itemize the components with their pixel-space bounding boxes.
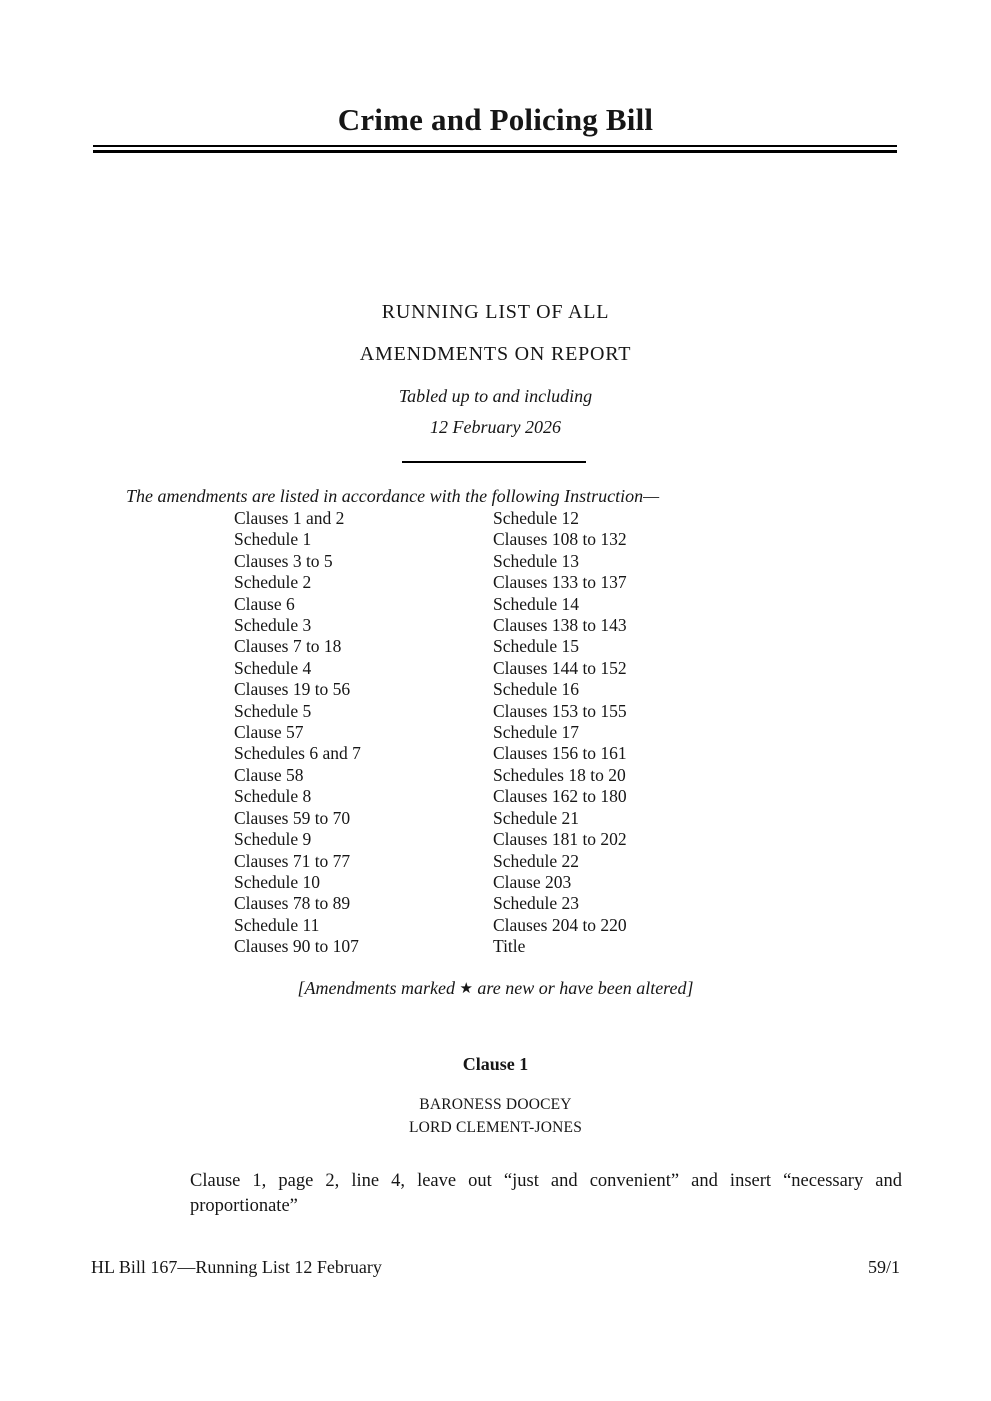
list-item: Schedule 8 bbox=[234, 786, 312, 807]
document-title: Crime and Policing Bill bbox=[337, 102, 654, 137]
list-item: Clauses 3 to 5 bbox=[234, 550, 333, 571]
list-item: Schedule 9 bbox=[234, 829, 312, 850]
list-item: Clause 6 bbox=[234, 593, 295, 614]
list-item: Clauses 153 to 155 bbox=[493, 700, 627, 721]
list-item: Schedule 16 bbox=[493, 679, 580, 700]
list-item: Clauses 156 to 161 bbox=[493, 743, 627, 764]
list-item: Clause 57 bbox=[234, 722, 304, 743]
title-double-rule bbox=[93, 145, 897, 153]
list-item: Clause 58 bbox=[234, 764, 304, 785]
list-item: Schedule 21 bbox=[493, 807, 580, 828]
list-item: Clauses 204 to 220 bbox=[493, 914, 627, 935]
list-item: Clauses 90 to 107 bbox=[234, 936, 359, 957]
list-item: Schedule 22 bbox=[493, 850, 580, 871]
list-item: Schedule 23 bbox=[493, 893, 580, 914]
list-item: Schedule 14 bbox=[493, 593, 580, 614]
list-item: Clauses 138 to 143 bbox=[493, 615, 627, 636]
instruction-list-right-column bbox=[493, 508, 627, 958]
list-item: Clauses 78 to 89 bbox=[234, 893, 351, 914]
list-item: Schedule 4 bbox=[234, 657, 312, 678]
list-item: Schedule 3 bbox=[234, 615, 312, 636]
sponsor-name: LORD CLEMENT-JONES bbox=[408, 1119, 583, 1136]
instruction-list-left-column bbox=[234, 508, 361, 958]
note-text-post: are new or have been altered bbox=[472, 978, 687, 998]
list-item: Schedule 2 bbox=[234, 572, 312, 593]
list-item: Clauses 144 to 152 bbox=[493, 657, 627, 678]
list-item: Title bbox=[493, 936, 526, 957]
list-item: Schedule 11 bbox=[234, 914, 320, 935]
note-close-bracket: ] bbox=[686, 978, 694, 998]
running-list-heading-line2: AMENDMENTS ON REPORT bbox=[359, 343, 632, 365]
sponsor-name: BARONESS DOOCEY bbox=[419, 1096, 572, 1113]
list-item: Clauses 59 to 70 bbox=[234, 807, 351, 828]
list-item: Clauses 162 to 180 bbox=[493, 786, 627, 807]
list-item: Schedule 5 bbox=[234, 700, 312, 721]
list-item: Schedule 17 bbox=[493, 722, 580, 743]
footer-page-number: 59/1 bbox=[867, 1257, 900, 1277]
instruction-intro: The amendments are listed in accordance with the following Instruction— bbox=[126, 486, 660, 506]
list-item: Clauses 1 and 2 bbox=[234, 508, 345, 528]
list-item: Clauses 7 to 18 bbox=[234, 636, 342, 657]
clause-heading: Clause 1 bbox=[462, 1054, 529, 1074]
note-text-pre: Amendments marked bbox=[304, 978, 460, 998]
list-item: Schedule 1 bbox=[234, 529, 312, 550]
separator-rule bbox=[402, 461, 586, 463]
list-item: Clauses 133 to 137 bbox=[493, 572, 627, 593]
note-open-bracket: [ bbox=[297, 978, 305, 998]
amendment-text: Clause 1, page 2, line 4, leave out “just and convenient” and insert “necessary and proportionate” bbox=[190, 1171, 902, 1216]
list-item: Clauses 19 to 56 bbox=[234, 679, 351, 700]
star-icon: ★ bbox=[459, 981, 473, 997]
list-item: Clauses 108 to 132 bbox=[493, 529, 627, 550]
list-item: Schedule 10 bbox=[234, 871, 321, 892]
running-list-heading-line1: RUNNING LIST OF ALL bbox=[381, 301, 610, 323]
tabled-note-line1: Tabled up to and including bbox=[398, 386, 593, 406]
tabled-date: 12 February 2026 bbox=[430, 417, 561, 437]
list-item: Schedule 13 bbox=[493, 550, 580, 571]
list-item: Schedule 12 bbox=[493, 508, 580, 528]
list-item: Schedule 15 bbox=[493, 636, 580, 657]
list-item: Schedules 18 to 20 bbox=[493, 764, 626, 785]
footer-bill-reference: HL Bill 167—Running List 12 February bbox=[91, 1257, 382, 1277]
amendments-marked-note bbox=[0, 978, 991, 999]
list-item: Clauses 181 to 202 bbox=[493, 829, 627, 850]
list-item: Clauses 71 to 77 bbox=[234, 850, 351, 871]
list-item: Clause 203 bbox=[493, 871, 572, 892]
list-item: Schedules 6 and 7 bbox=[234, 743, 361, 764]
